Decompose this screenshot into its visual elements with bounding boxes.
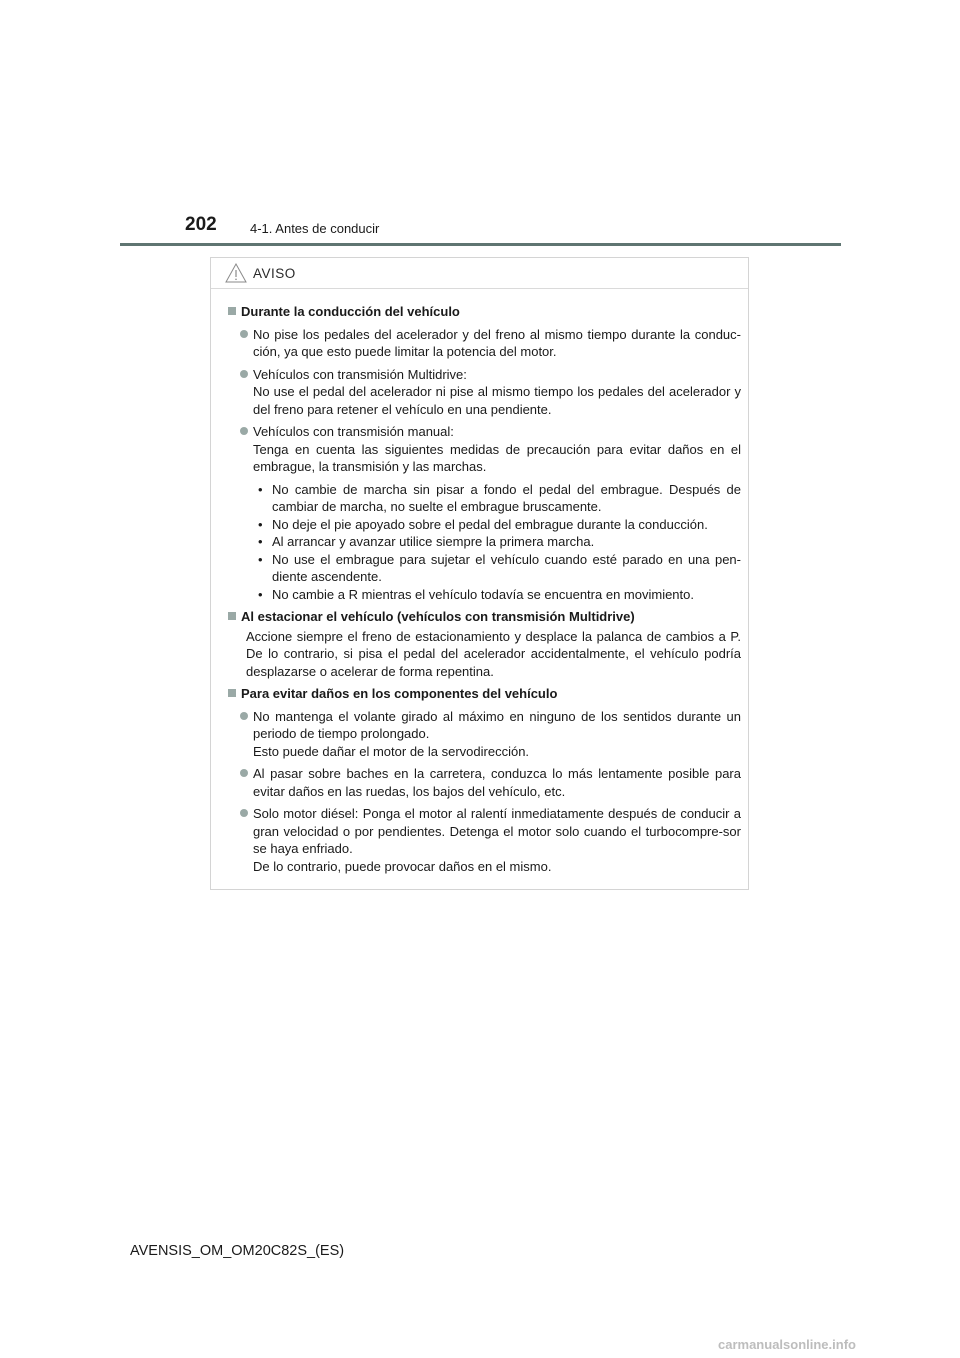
bullet-pedals <box>228 326 741 361</box>
bullet-bumps <box>228 765 741 800</box>
list-item <box>258 533 741 551</box>
square-bullet-icon <box>228 612 236 620</box>
warning-title: AVISO <box>253 265 296 281</box>
list-item-text: No cambie de marcha sin pisar a fondo el pedal del embrague. Después de cambiar de marcha, no suelte el embrague bruscamente. <box>272 481 741 514</box>
bullet-diesel-text <box>253 805 741 875</box>
list-item <box>258 516 741 534</box>
bullet-multidrive <box>228 366 741 419</box>
dot-marker: • <box>258 534 263 549</box>
bullet-manual-text <box>253 423 741 476</box>
warning-box-header <box>211 258 748 289</box>
dot-marker: • <box>258 586 263 602</box>
list-item <box>258 586 741 604</box>
bullet-steering <box>228 708 741 761</box>
circle-bullet-icon <box>240 370 248 378</box>
bullet-steering-text <box>253 708 741 761</box>
square-bullet-icon <box>228 307 236 315</box>
warning-triangle-icon <box>225 263 247 283</box>
bullet-pedals-text: No pise los pedales del acelerador y del freno al mismo tiempo durante la conduc-ción, ya que esto puede limitar la potencia del motor. <box>253 326 741 359</box>
bullet-bumps-text: Al pasar sobre baches en la carretera, conduzca lo más lentamente posible para evitar daños en las ruedas, los bajos del vehículo, etc. <box>253 766 741 799</box>
list-item <box>258 551 741 586</box>
dot-marker: • <box>258 516 263 532</box>
section-title: 4-1. Antes de conducir <box>250 221 380 236</box>
heading-parking-text: Al estacionar el vehículo (vehículos con transmisión Multidrive) <box>241 609 635 624</box>
heading-components <box>228 685 741 703</box>
circle-bullet-icon <box>240 809 248 817</box>
heading-driving <box>228 303 741 321</box>
heading-components-text: Para evitar daños en los componentes del vehículo <box>241 686 558 701</box>
list-item-text: No use el embrague para sujetar el vehículo cuando esté parado en una pen-diente ascendente. <box>272 551 741 584</box>
dot-marker: • <box>258 481 263 497</box>
list-item-text: No cambie a R mientras el vehículo todavía se encuentra en movimiento. <box>272 586 694 602</box>
parking-paragraph: Accione siempre el freno de estacionamiento y desplace la palanca de cambios a P. De lo contrario, si pisa el pedal del acelerador accidentalmente, el vehículo podría desplazarse o acelerar de forma repentina. <box>246 628 741 679</box>
page-number: 202 <box>185 214 217 235</box>
list-item-text: Al arrancar y avanzar utilice siempre la primera marcha. <box>272 534 595 549</box>
bullet-manual-line2: Tenga en cuenta las siguientes medidas de precaución para evitar daños en el embrague, la transmisión y las marchas. <box>253 441 741 474</box>
square-bullet-icon <box>228 689 236 697</box>
bullet-multidrive-line2: No use el pedal del acelerador ni pise al mismo tiempo los pedales del acelerador y del freno para retener el vehículo en una pendiente. <box>253 384 741 417</box>
warning-box <box>210 257 749 890</box>
bullet-manual <box>228 423 741 476</box>
list-item-text: No deje el pie apoyado sobre el pedal del embrague durante la conducción. <box>272 516 708 532</box>
header-rule <box>120 243 841 246</box>
bullet-diesel-line2: De lo contrario, puede provocar daños en el mismo. <box>253 858 552 874</box>
bullet-steering-line2: Esto puede dañar el motor de la servodirección. <box>253 743 530 759</box>
bullet-multidrive-text <box>253 366 741 419</box>
circle-bullet-icon <box>240 769 248 777</box>
bullet-manual-line1: Vehículos con transmisión manual: <box>253 424 454 439</box>
bullet-diesel <box>228 805 741 875</box>
bullet-multidrive-line1: Vehículos con transmisión Multidrive: <box>253 366 467 382</box>
circle-bullet-icon <box>240 330 248 338</box>
manual-sublist <box>228 481 741 604</box>
heading-parking <box>228 608 741 626</box>
dot-marker: • <box>258 551 263 567</box>
circle-bullet-icon <box>240 427 248 435</box>
bullet-steering-line1: No mantenga el volante girado al máximo en ninguno de los sentidos durante un periodo de tiempo prolongado. <box>253 708 741 741</box>
watermark: carmanualsonline.info <box>718 1337 856 1352</box>
warning-body <box>211 289 748 875</box>
list-item <box>258 481 741 516</box>
heading-driving-text: Durante la conducción del vehículo <box>241 304 460 319</box>
circle-bullet-icon <box>240 712 248 720</box>
bullet-diesel-line1: Solo motor diésel: Ponga el motor al ralentí inmediatamente después de conducir a gran velocidad o por pendientes. Detenga el motor solo cuando el turbocompre-sor se haya enfriado. <box>253 806 741 856</box>
document-code: AVENSIS_OM_OM20C82S_(ES) <box>130 1243 345 1259</box>
